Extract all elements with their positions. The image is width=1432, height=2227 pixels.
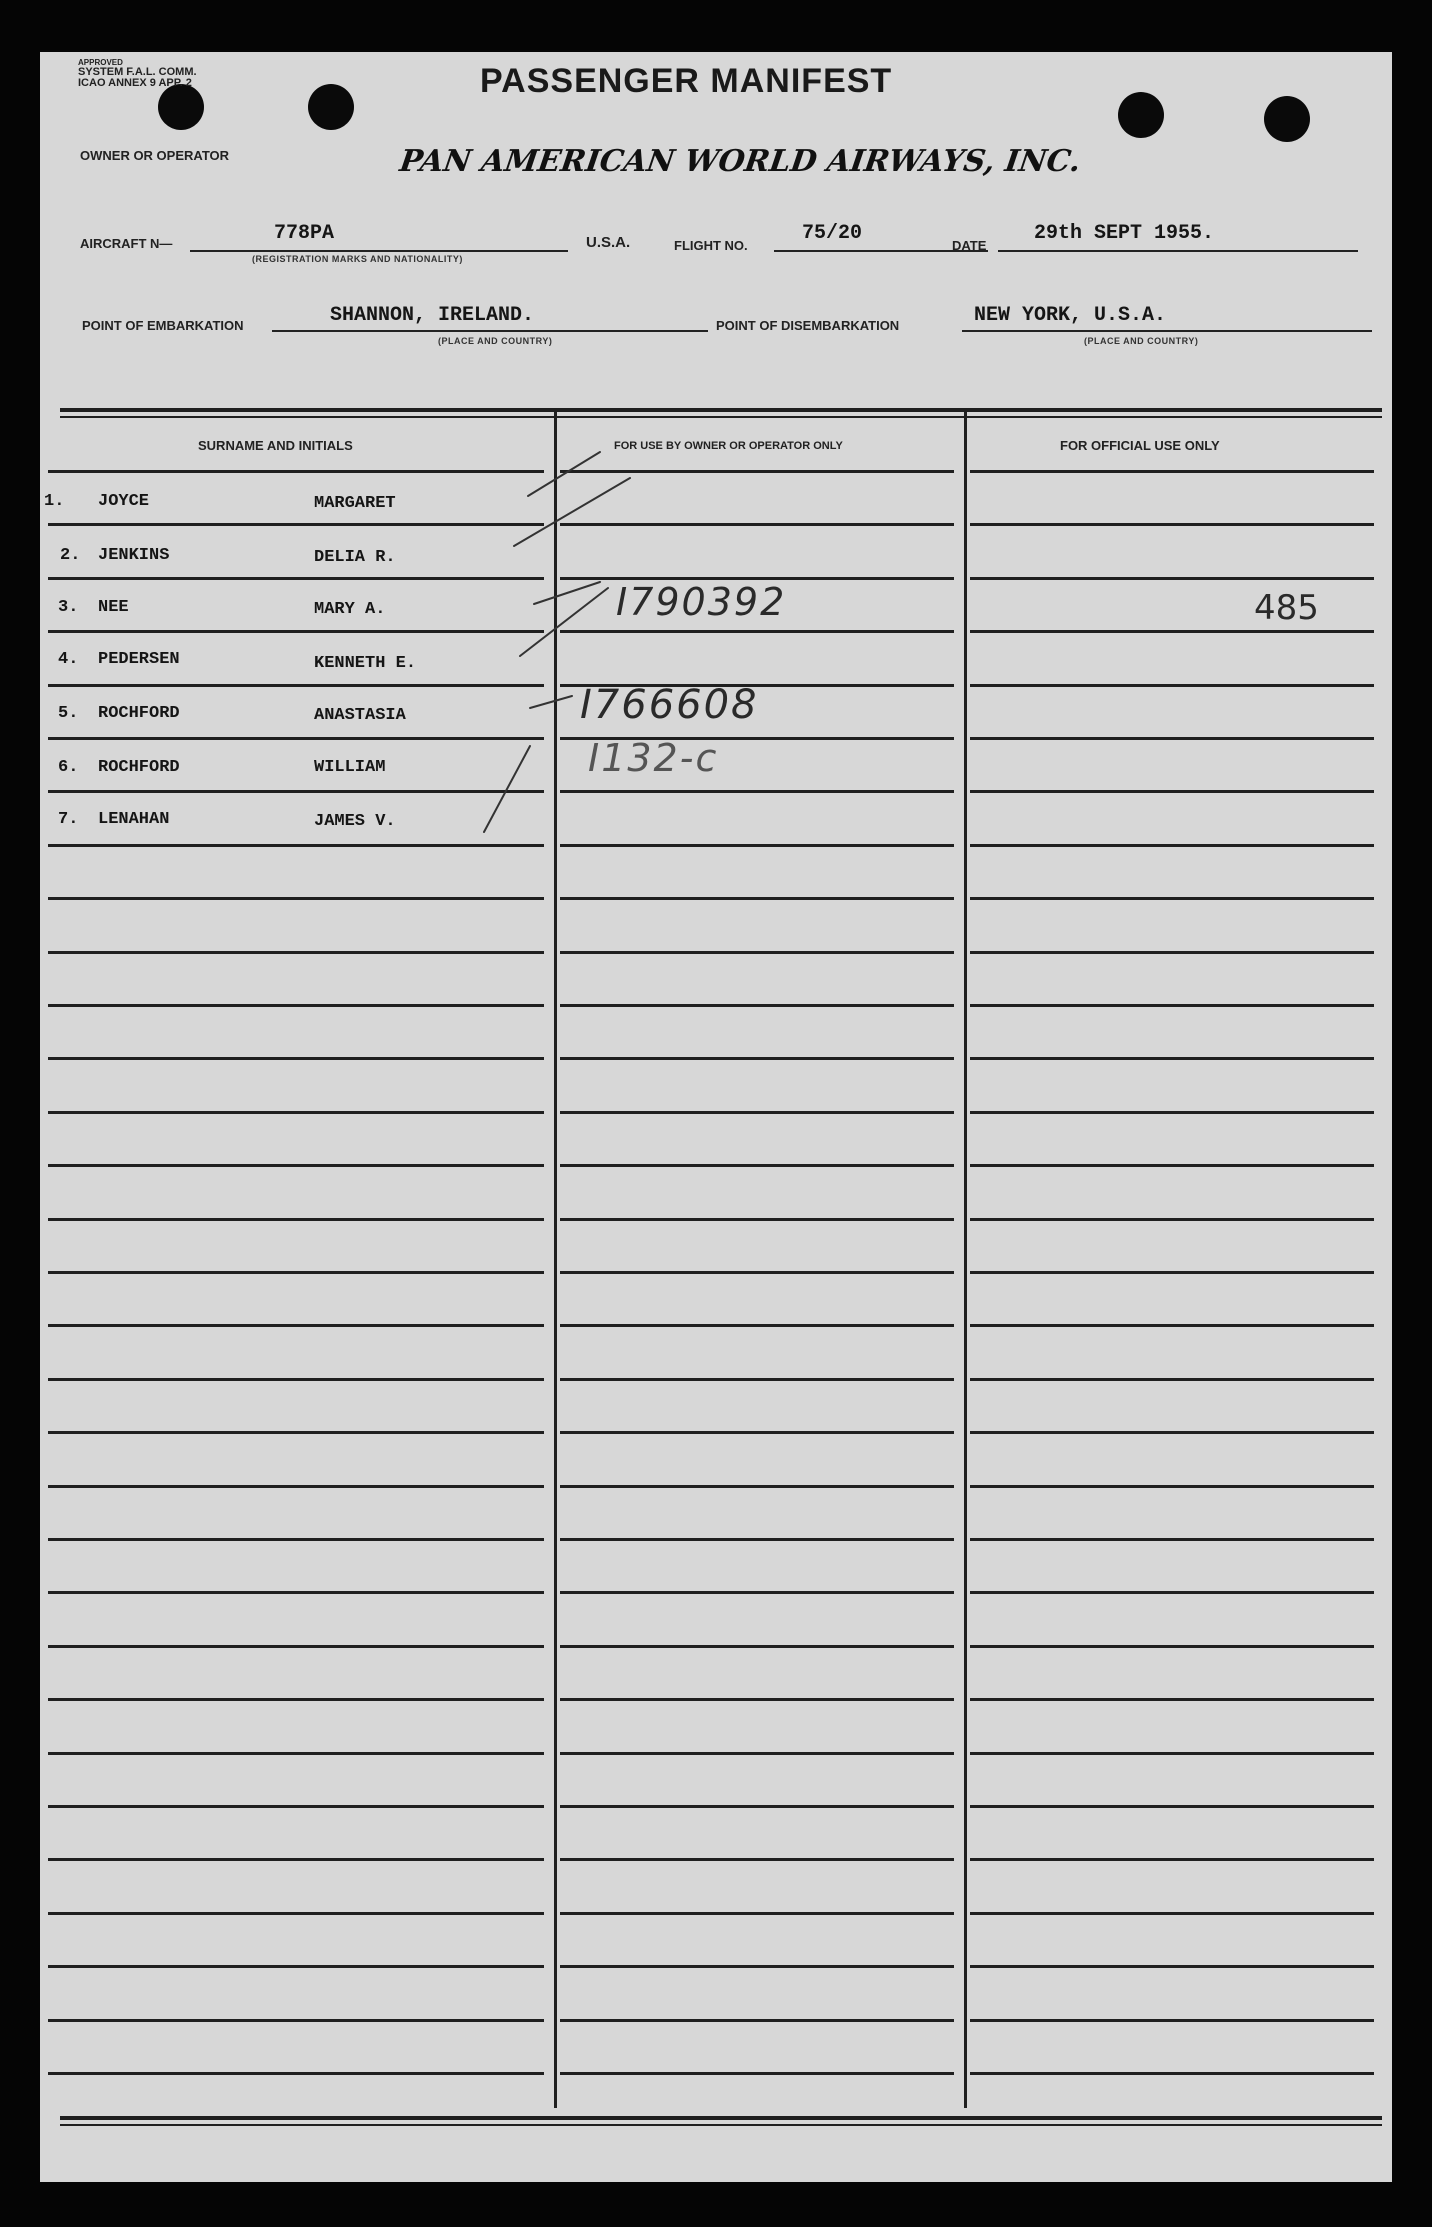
row-rule (970, 1111, 1374, 1114)
row-rule (970, 1591, 1374, 1594)
aircraft-caption: (REGISTRATION MARKS AND NATIONALITY) (252, 254, 463, 264)
row-rule (560, 1004, 954, 1007)
row-rule (560, 1752, 954, 1755)
row-rule (560, 1912, 954, 1915)
table-bottom-rule (60, 2124, 1382, 2126)
approval-line: ICAO ANNEX 9 APP. 2 (78, 77, 192, 89)
owner-entry: I790392 (616, 580, 787, 624)
row-rule (970, 1965, 1374, 1968)
row-rule (48, 1431, 544, 1434)
given-name: MARY A. (314, 600, 386, 619)
surname: NEE (98, 598, 129, 617)
row-rule (48, 2019, 544, 2022)
row-rule (48, 1805, 544, 1808)
check-marks (40, 52, 1392, 952)
row-rule (48, 1271, 544, 1274)
manifest-sheet (40, 52, 1392, 2182)
row-number: 1. (44, 492, 65, 511)
row-rule (560, 1111, 954, 1114)
owner-value: PAN AMERICAN WORLD AIRWAYS, INC. (397, 144, 1083, 179)
surname: ROCHFORD (98, 758, 180, 777)
given-name: WILLIAM (314, 758, 386, 777)
row-number: 3. (58, 598, 79, 617)
row-rule (560, 1324, 954, 1327)
row-rule (970, 1324, 1374, 1327)
owner-entry: I766608 (580, 682, 759, 728)
tick-stroke (484, 746, 530, 832)
surname: LENAHAN (98, 810, 170, 829)
disembarkation-value: NEW YORK, U.S.A. (974, 304, 1167, 327)
row-number: 6. (58, 758, 79, 777)
row-rule (48, 2072, 544, 2075)
row-rule (560, 1698, 954, 1701)
row-number: 4. (58, 650, 79, 669)
flight-value: 75/20 (802, 222, 863, 245)
given-name: JAMES V. (314, 812, 396, 831)
row-rule (970, 1485, 1374, 1488)
row-rule (48, 1004, 544, 1007)
tick-stroke (520, 588, 608, 656)
row-rule (48, 1485, 544, 1488)
row-rule (970, 1218, 1374, 1221)
row-rule (970, 1271, 1374, 1274)
column-header-owner: FOR USE BY OWNER OR OPERATOR ONLY (614, 440, 843, 452)
approval-line: APPROVED (78, 58, 123, 67)
aircraft-label: AIRCRAFT N— (80, 236, 173, 251)
row-rule (48, 1057, 544, 1060)
row-rule (560, 1218, 954, 1221)
tick-stroke (528, 452, 600, 496)
row-rule (560, 1965, 954, 1968)
row-rule (560, 1538, 954, 1541)
row-rule (970, 1378, 1374, 1381)
usa-label: U.S.A. (586, 234, 631, 251)
given-name: KENNETH E. (314, 654, 417, 673)
table-bottom-rule (60, 2116, 1382, 2120)
row-rule (560, 1485, 954, 1488)
row-number: 7. (58, 810, 79, 829)
given-name: ANASTASIA (314, 706, 406, 725)
row-rule (48, 1698, 544, 1701)
row-rule (970, 1431, 1374, 1434)
surname: PEDERSEN (98, 650, 180, 669)
official-entry: 485 (1254, 588, 1319, 628)
row-rule (970, 1858, 1374, 1861)
row-rule (560, 1805, 954, 1808)
row-rule (48, 1218, 544, 1221)
surname: ROCHFORD (98, 704, 180, 723)
row-rule (970, 1645, 1374, 1648)
row-rule (970, 1004, 1374, 1007)
row-rule (970, 2072, 1374, 2075)
row-rule (970, 2019, 1374, 2022)
given-name: DELIA R. (314, 548, 396, 567)
row-rule (48, 1965, 544, 1968)
row-rule (48, 1858, 544, 1861)
embarkation-value: SHANNON, IRELAND. (330, 304, 535, 327)
row-rule (48, 1538, 544, 1541)
page-title: PASSENGER MANIFEST (480, 62, 893, 100)
row-rule (560, 1378, 954, 1381)
row-rule (560, 1431, 954, 1434)
row-rule (560, 1645, 954, 1648)
row-rule (48, 1324, 544, 1327)
surname: JOYCE (98, 492, 150, 511)
row-number: 2. (60, 546, 81, 565)
row-rule (970, 1805, 1374, 1808)
aircraft-value: 778PA (274, 222, 335, 245)
row-rule (560, 1271, 954, 1274)
row-rule (970, 1164, 1374, 1167)
column-header-official: FOR OFFICIAL USE ONLY (1060, 438, 1220, 453)
row-number: 5. (58, 704, 79, 723)
tick-stroke (530, 696, 572, 708)
row-rule (48, 1645, 544, 1648)
row-rule (48, 1111, 544, 1114)
surname: JENKINS (98, 546, 170, 565)
row-rule (560, 2072, 954, 2075)
disembarkation-caption: (PLACE AND COUNTRY) (1084, 336, 1199, 346)
row-rule (970, 1057, 1374, 1060)
embarkation-label: POINT OF EMBARKATION (82, 318, 244, 333)
row-rule (48, 1752, 544, 1755)
row-rule (970, 1912, 1374, 1915)
row-rule (560, 1057, 954, 1060)
row-rule (48, 1591, 544, 1594)
approval-line: SYSTEM F.A.L. COMM. (78, 66, 197, 78)
row-rule (970, 1698, 1374, 1701)
row-rule (48, 1912, 544, 1915)
date-label: DATE (952, 238, 987, 253)
row-rule (560, 2019, 954, 2022)
row-rule (970, 1538, 1374, 1541)
flight-label: FLIGHT NO. (674, 238, 748, 253)
row-rule (970, 1752, 1374, 1755)
date-value: 29th SEPT 1955. (1034, 222, 1215, 245)
owner-entry: I132-c (588, 736, 719, 780)
row-rule (560, 1591, 954, 1594)
given-name: MARGARET (314, 494, 396, 513)
column-header-names: SURNAME AND INITIALS (198, 438, 353, 453)
row-rule (560, 1858, 954, 1861)
disembarkation-label: POINT OF DISEMBARKATION (716, 318, 900, 333)
embarkation-caption: (PLACE AND COUNTRY) (438, 336, 553, 346)
tick-stroke (514, 478, 630, 546)
row-rule (560, 1164, 954, 1167)
row-rule (48, 1378, 544, 1381)
row-rule (48, 1164, 544, 1167)
owner-label: OWNER OR OPERATOR (80, 148, 230, 163)
